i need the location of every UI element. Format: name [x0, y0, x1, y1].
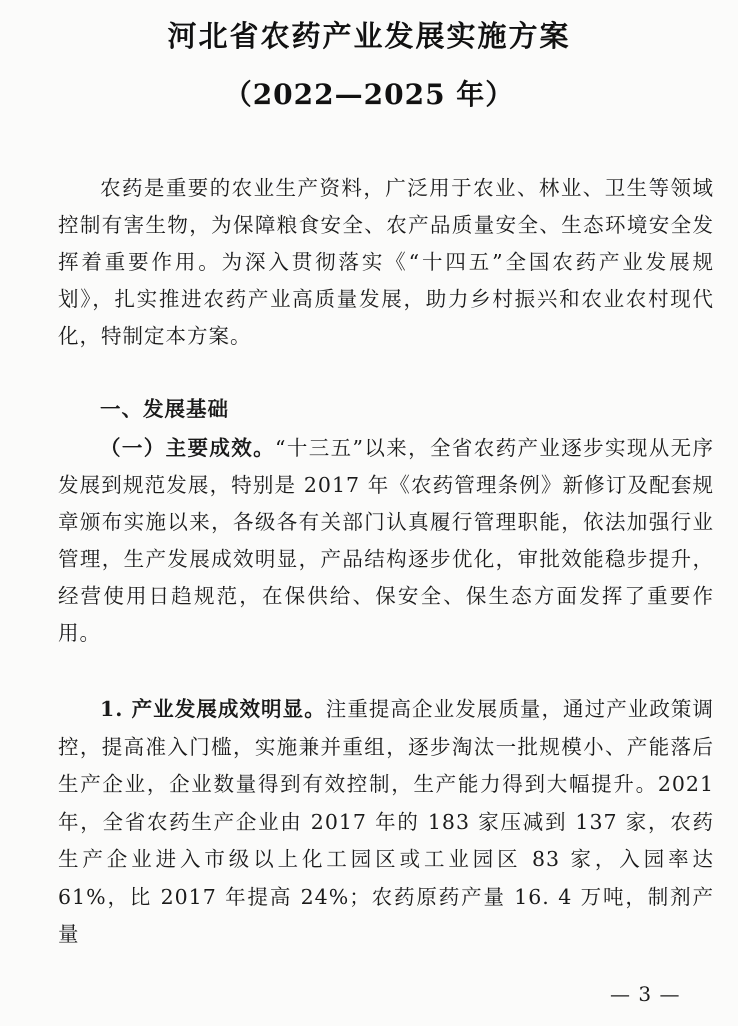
intro-paragraph: 农药是重要的农业生产资料，广泛用于农业、林业、卫生等领域控制有害生物，为保障粮食安全、农产品质量安全、生态环境安全发挥着重要作用。为深入贯彻落实《“十四五”全国农药产业发展规划》，扎实推进农药产业高质量发展，助力乡村振兴和农业农村现代化，特制定本方案。	[58, 176, 714, 348]
achievements-lead: （一）主要成效。	[100, 436, 276, 460]
section-heading-development-foundation: 一、发展基础	[100, 397, 229, 421]
achievements-body: “十三五”以来，全省农药产业逐步实现从无序发展到规范发展，特别是 2017 年《农药管理条例》新修订及配套规章颁布实施以来，各级各有关部门认真履行管理职能，依法加强行业管理，生产发展成效明显，产品结构逐步优化，审批效能稳步提升，经营使用日趋规范，在保供给、保安全、保生态方面发挥了重要作用。	[58, 436, 714, 645]
page-number: — 3 —	[610, 982, 681, 1006]
industry-results-body: 注重提高企业发展质量，通过产业政策调控，提高准入门槛，实施兼并重组，逐步淘汰一批规模小、产能落后生产企业，企业数量得到有效控制，生产能力得到大幅提升。2021 年，全省农药生产企业由 2017 年的 183 家压减到 137 家，农药生产企业进入市级以上化工园区或工业园区 83 家，入园率达 61%，比 2017 年提高 24%；农药原药产量 16. 4 万吨，制剂产量	[58, 697, 714, 946]
document-title: 河北省农药产业发展实施方案	[167, 19, 571, 53]
industry-results-lead: 1. 产业发展成效明显。	[100, 697, 326, 721]
document-subtitle: （2022—2025 年）	[223, 78, 515, 111]
industry-results-paragraph	[58, 691, 714, 954]
achievements-paragraph	[58, 430, 714, 652]
